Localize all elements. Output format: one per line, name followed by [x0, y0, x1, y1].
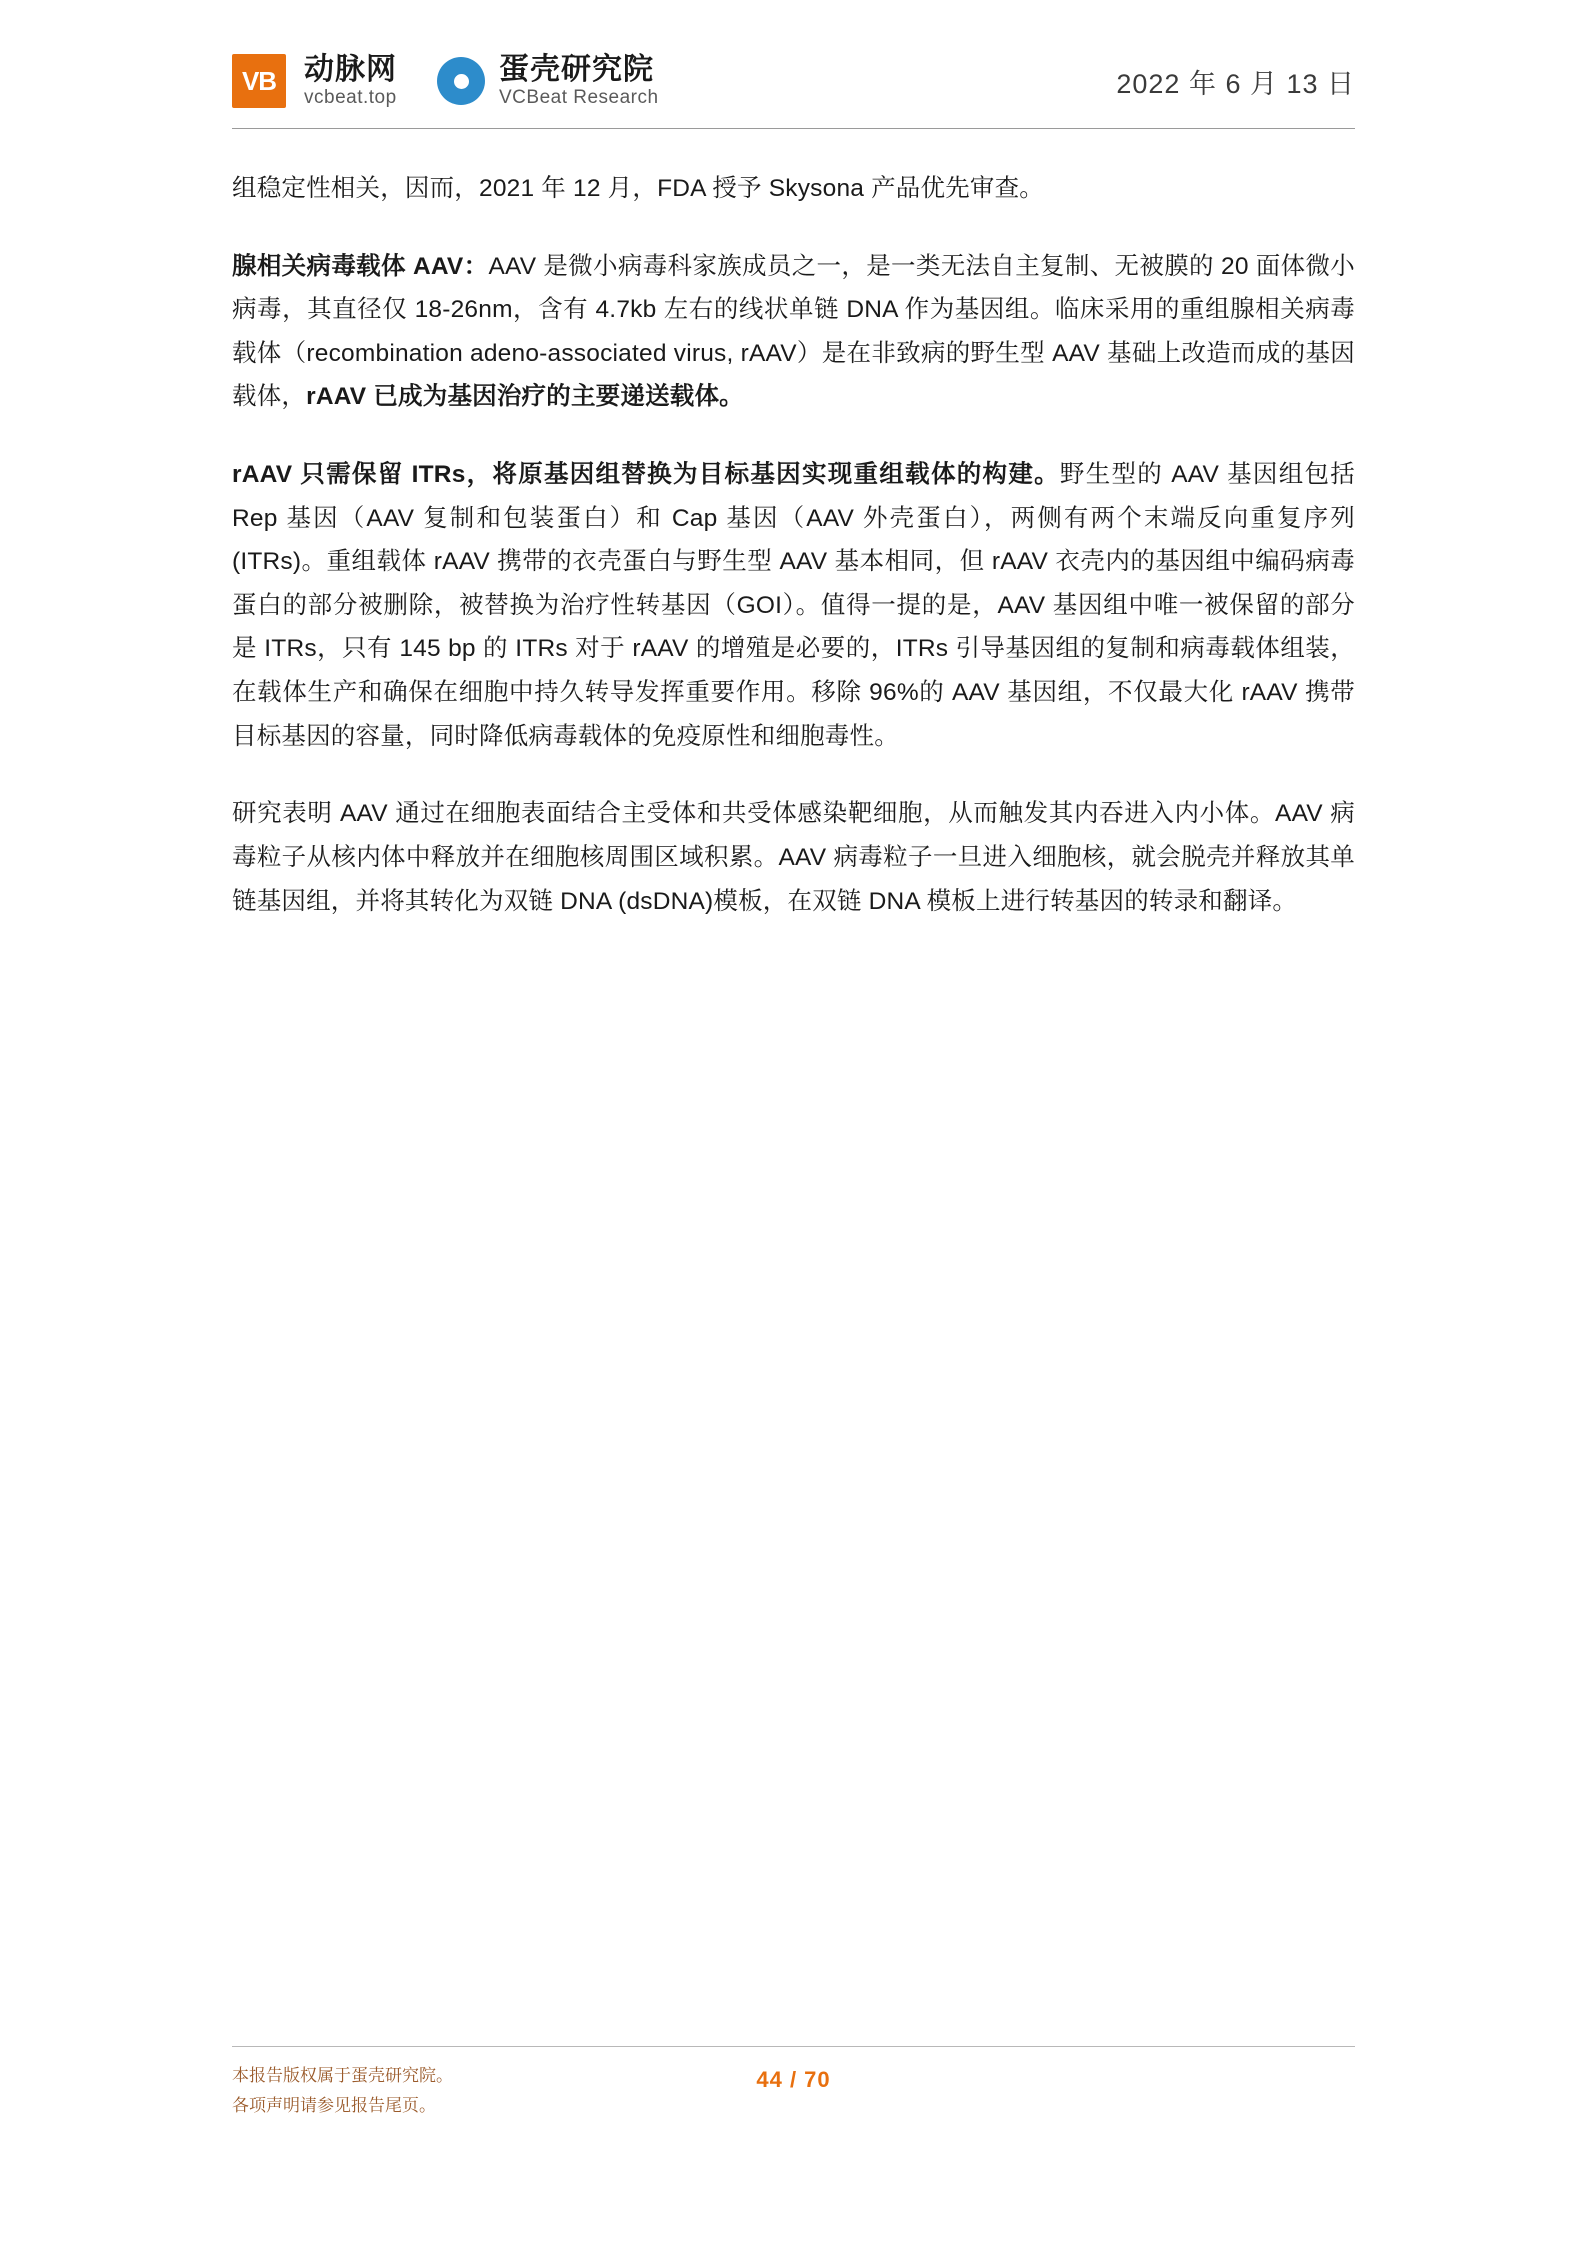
vcbeat-wordmark — [304, 54, 397, 108]
text-run: 野生型的 AAV 基因组包括 Rep 基因（AAV 复制和包装蛋白）和 Cap 基因（AAV 外壳蛋白），两侧有两个末端反向重复序列(ITRs)。重组载体 rAAV 携带的衣壳蛋白与野生型 AAV 基本相同，但 rAAV 衣壳内的基因组中编码病毒蛋白的部分被删除，被替换为治疗性转基因（GOI）。值得一提的是，AAV 基因组中唯一被保留的部分是 ITRs，只有 145 bp 的 ITRs 对于 rAAV 的增殖是必要的，ITRs 引导基因组的复制和病毒载体组装，在载体生产和确保在细胞中持久转导发挥重要作用。移除 96%的 AAV 基因组，不仅最大化 rAAV 携带目标基因的容量，同时降低病毒载体的免疫原性和细胞毒性。 — [232, 461, 1355, 750]
research-brand-en: VCBeat Research — [499, 87, 659, 109]
document-body — [232, 129, 1355, 923]
vcbeat-research-circle-icon — [437, 57, 485, 105]
research-brand-cn: 蛋壳研究院 — [499, 52, 654, 86]
text-run-bold: rAAV 已成为基因治疗的主要递送载体。 — [306, 383, 744, 411]
page-header — [232, 0, 1355, 120]
copyright-note-line2: 各项声明请参见报告尾页。 — [232, 2095, 436, 2115]
page-footer — [232, 2046, 1355, 2127]
research-wordmark — [499, 54, 659, 108]
page-number: 44 / 70 — [756, 2067, 831, 2092]
text-run-bold: rAAV 只需保留 ITRs，将原基因组替换为目标基因实现重组载体的构建。 — [232, 461, 1060, 489]
text-run: 组稳定性相关，因而，2021 年 12 月，FDA 授予 Skysona 产品优先审查。 — [232, 175, 1045, 202]
brand-lockup — [232, 54, 659, 108]
vcbeat-brand-en: vcbeat.top — [304, 87, 397, 109]
vcbeat-brand-cn: 动脉网 — [304, 52, 397, 86]
paragraph — [232, 792, 1355, 923]
text-run: 研究表明 AAV 通过在细胞表面结合主受体和共受体感染靶细胞，从而触发其内吞进入内小体。AAV 病毒粒子从核内体中释放并在细胞核周围区域积累。AAV 病毒粒子一旦进入细胞核，就会脱壳并释放其单链基因组，并将其转化为双链 DNA (dsDNA)模板，在双链 DNA 模板上进行转基因的转录和翻译。 — [232, 800, 1355, 915]
copyright-note-line1: 本报告版权属于蛋壳研究院。 — [232, 2066, 453, 2085]
vcbeat-logo-icon: VB — [232, 54, 286, 108]
paragraph — [232, 245, 1355, 419]
header-date: 2022 年 6 月 13 日 — [1116, 68, 1355, 99]
paragraph — [232, 167, 1355, 211]
text-run-bold: 腺相关病毒载体 AAV： — [232, 252, 489, 280]
text-run: AAV 是微小病毒科家族成员之一，是一类无法自主复制、无被膜的 20 面体微小病毒，其直径仅 18-26nm，含有 4.7kb 左右的线状单链 DNA 作为基因组。临床采用的重组腺相关病毒载体（recombination adeno-associated virus, rAAV）是在非致病的野生型 AAV 基础上改造而成的基因载体， — [232, 252, 1355, 411]
paragraph — [232, 453, 1355, 758]
research-lockup — [437, 54, 659, 108]
footer-divider — [232, 2046, 1355, 2047]
